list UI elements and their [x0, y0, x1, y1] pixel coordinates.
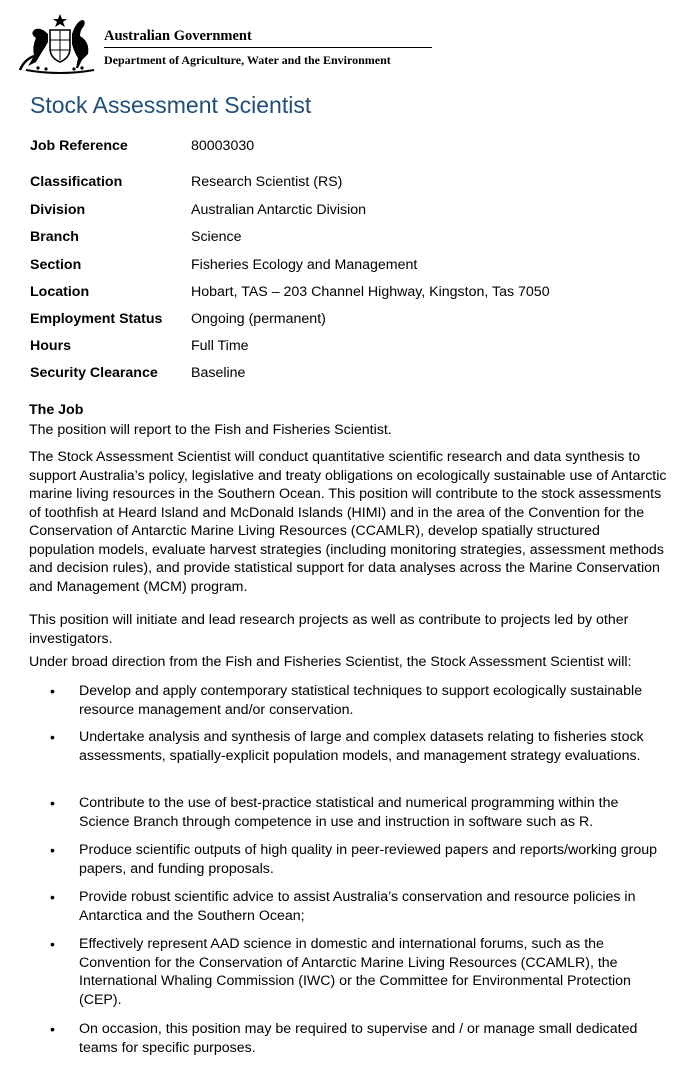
bullet-icon: • [50, 729, 55, 745]
detail-label: Security Clearance [30, 365, 158, 381]
detail-value: Ongoing (permanent) [191, 311, 326, 327]
detail-row-job-reference [30, 138, 670, 158]
coat-of-arms-icon [18, 12, 102, 74]
detail-value: Hobart, TAS – 203 Channel Highway, Kingston, Tas 7050 [191, 284, 550, 300]
list-item-text: Provide robust scientific advice to assist Australia’s conservation and resource policies in Antarctica and the Southern Ocean; [79, 889, 636, 924]
list-item-text: Contribute to the use of best-practice statistical and numerical programming within the Science Branch through competence in use and instruction in software such as R. [79, 795, 619, 830]
paragraph: This position will initiate and lead research projects as well as contribute to projects led by other investigators. [29, 612, 629, 647]
bullet-icon: • [50, 889, 55, 905]
detail-row-employment-status [30, 311, 670, 331]
bullet-icon: • [50, 683, 55, 699]
list-item-text: Develop and apply contemporary statistical techniques to support ecologically sustainable resource management and/or conservation. [79, 683, 643, 718]
section-heading-the-job: The Job [29, 402, 84, 418]
page-title: Stock Assessment Scientist [30, 92, 312, 118]
list-item-text: Effectively represent AAD science in domestic and international forums, such as the Convention for the Conservation of Antarctic Marine Living Resources (CCAMLR), the International Whaling Commission (IWC) or the Committee for Environmental Protection (CEP). [79, 936, 631, 1008]
detail-row-location [30, 284, 670, 304]
detail-value: Fisheries Ecology and Management [191, 257, 418, 273]
list-item-text: Undertake analysis and synthesis of large and complex datasets relating to fisheries stock assessments, spatially-explicit population models, and management strategy evaluations. [79, 729, 644, 764]
department-name: Department of Agriculture, Water and the Environment [104, 53, 391, 67]
header-divider [104, 47, 432, 48]
detail-label: Section [30, 257, 82, 273]
detail-value: Australian Antarctic Division [191, 202, 367, 218]
detail-label: Division [30, 202, 86, 218]
detail-label: Branch [30, 229, 79, 245]
bullet-icon: • [50, 842, 55, 858]
detail-row-division [30, 202, 670, 222]
government-name: Australian Government [104, 28, 252, 44]
detail-row-hours [30, 338, 670, 358]
bullet-icon: • [50, 1021, 55, 1037]
bullet-icon: • [50, 936, 55, 952]
detail-label: Location [30, 284, 90, 300]
bullet-icon: • [50, 795, 55, 811]
detail-label: Classification [30, 174, 123, 190]
detail-value: Baseline [191, 365, 246, 381]
paragraph: The position will report to the Fish and Fisheries Scientist. [29, 422, 392, 438]
detail-value: Full Time [191, 338, 249, 354]
list-item-text: On occasion, this position may be required to supervise and / or manage small dedicated teams for specific purposes. [79, 1021, 638, 1056]
list-item-text: Produce scientific outputs of high quality in peer-reviewed papers and reports/working group papers, and funding proposals. [79, 842, 658, 877]
detail-label: Job Reference [30, 138, 128, 154]
detail-value: Science [191, 229, 242, 245]
detail-label: Employment Status [30, 311, 163, 327]
detail-value: 80003030 [191, 138, 255, 154]
government-header [14, 8, 434, 74]
detail-row-classification [30, 174, 670, 194]
detail-row-section [30, 257, 670, 277]
detail-row-branch [30, 229, 670, 249]
detail-row-security-clearance [30, 365, 670, 385]
paragraph: The Stock Assessment Scientist will conduct quantitative scientific research and data synthesis to support Australia’s policy, legislative and treaty obligations on ecologically sustainable use of Antarctic marine living resources in the Southern Ocean. This position will contribute to the stock assessments of toothfish at Heard Island and McDonald Islands (HIMI) and in the area of the Convention for the Conservation of Antarctic Marine Living Resources (CCAMLR), develop spatially structured population models, evaluate harvest strategies (including monitoring strategies, assessment methods and decision rules), and provide statistical support for data analyses across the Marine Conservation and Management (MCM) program. [29, 449, 667, 595]
detail-value: Research Scientist (RS) [191, 174, 343, 190]
paragraph: Under broad direction from the Fish and Fisheries Scientist, the Stock Assessment Scientist will: [29, 654, 632, 670]
detail-label: Hours [30, 338, 71, 354]
